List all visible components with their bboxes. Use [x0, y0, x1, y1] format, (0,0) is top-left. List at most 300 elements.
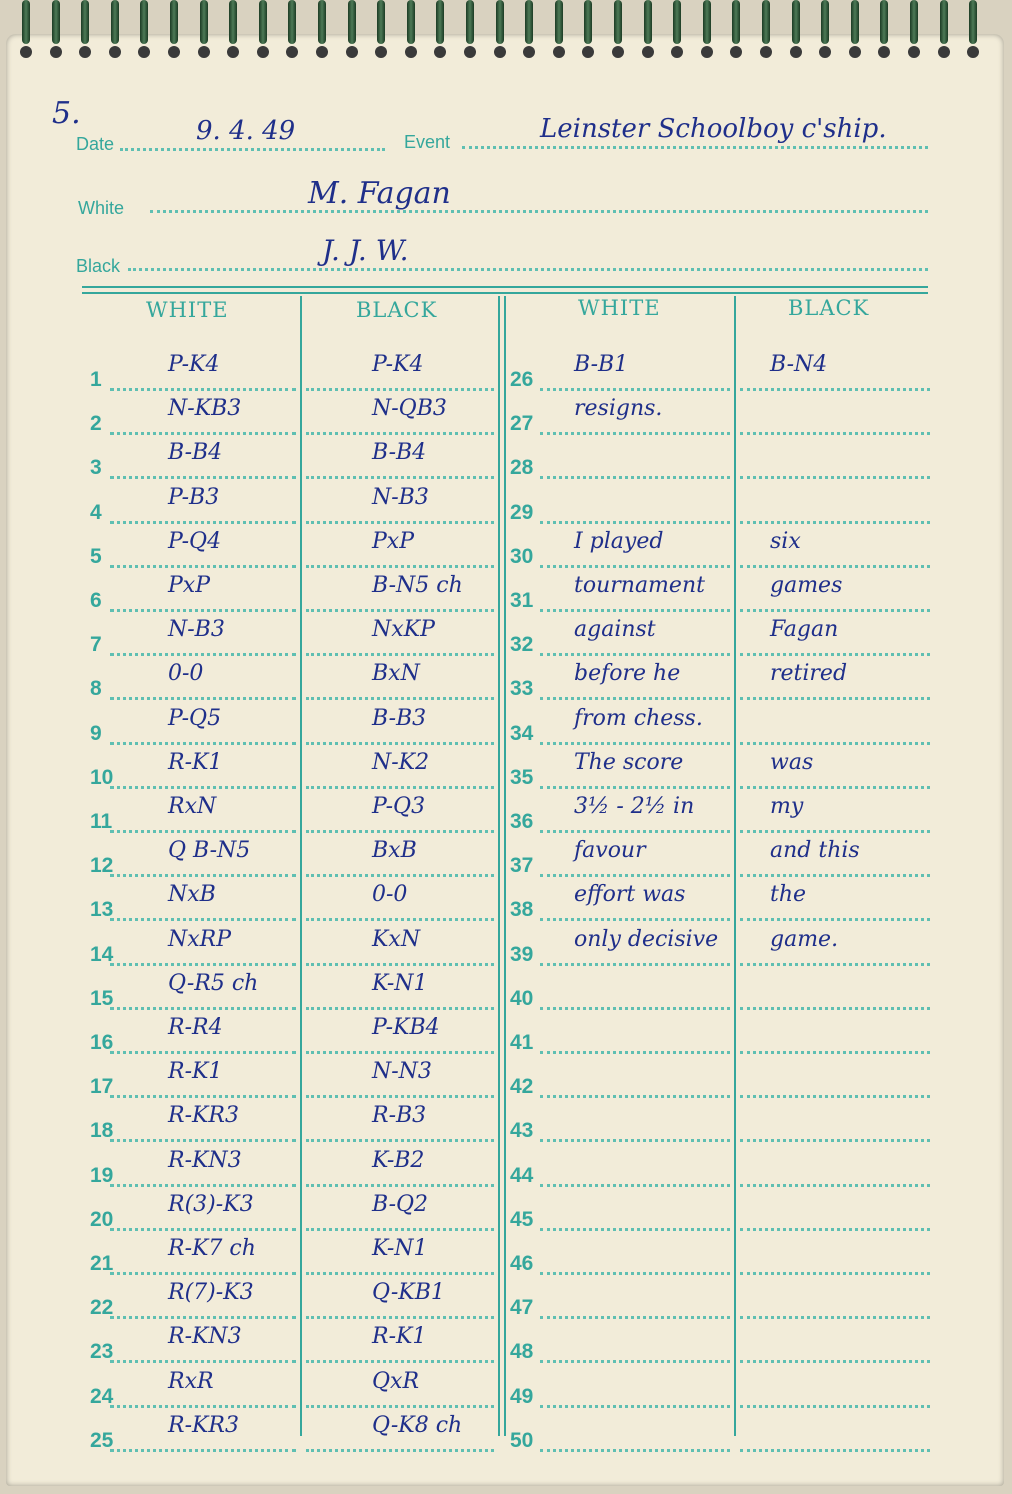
- row-line-right-white: [540, 1139, 730, 1142]
- spiral-hole: [198, 46, 210, 58]
- move-number: 30: [510, 544, 534, 568]
- row-line-left-black: [306, 1139, 494, 1142]
- white-move: R-KR3: [168, 1103, 239, 1129]
- white-move: R-K1: [168, 749, 223, 775]
- row-line-right-black: [740, 742, 930, 745]
- move-number: 33: [510, 677, 534, 701]
- white-move: P-K4: [168, 352, 220, 377]
- move-number: 31: [510, 589, 534, 612]
- move-number: 17: [90, 1075, 114, 1099]
- row-line-right-black: [740, 1184, 930, 1187]
- spiral-hole: [760, 46, 772, 58]
- row-line-right-white: [540, 742, 730, 745]
- row-line-right-white: [540, 653, 730, 656]
- spiral-hole: [405, 46, 417, 58]
- black-move: P-K4: [372, 352, 424, 377]
- row-line-left-black: [306, 1184, 494, 1187]
- move-number: 27: [510, 412, 534, 436]
- row-line-left-black: [306, 786, 494, 789]
- move-number: 25: [90, 1428, 114, 1452]
- white-move: resigns.: [574, 396, 663, 422]
- row-line-left-white: [110, 653, 296, 656]
- black-move: N-K2: [372, 749, 430, 775]
- move-number: 6: [90, 589, 102, 612]
- spiral-coil: [377, 0, 385, 44]
- row-line-right-black: [740, 653, 930, 656]
- date-value: 9. 4. 49: [196, 116, 296, 146]
- spiral-coil: [200, 0, 208, 44]
- row-line-left-white: [110, 521, 296, 524]
- white-move: R-K1: [168, 1059, 223, 1085]
- move-number: 26: [510, 368, 534, 391]
- spiral-coil: [318, 0, 326, 44]
- row-line-right-black: [740, 1360, 930, 1363]
- date-line: [120, 148, 385, 151]
- row-line-right-black: [740, 697, 930, 700]
- row-line-right-black: [740, 609, 930, 612]
- black-move: P-Q3: [372, 794, 426, 819]
- row-line-right-black: [740, 830, 930, 833]
- spiral-coil: [614, 0, 622, 44]
- row-line-left-black: [306, 1095, 494, 1098]
- spiral-coil: [22, 0, 30, 44]
- white-move: R-KR3: [168, 1412, 239, 1438]
- black-move: N-B3: [372, 484, 429, 510]
- move-number: 28: [510, 456, 534, 480]
- row-line-right-white: [540, 609, 730, 612]
- move-number: 7: [90, 633, 102, 657]
- move-number: 49: [510, 1384, 534, 1408]
- spiral-hole: [730, 46, 742, 58]
- black-move: N-QB3: [372, 396, 447, 422]
- event-line: [462, 146, 928, 149]
- white-move: P-Q5: [168, 705, 222, 731]
- spiral-hole: [878, 46, 890, 58]
- row-line-left-white: [110, 1360, 296, 1363]
- row-line-left-white: [110, 1184, 296, 1187]
- white-move: B-B4: [168, 440, 223, 466]
- spiral-coil: [170, 0, 178, 44]
- row-line-left-black: [306, 1360, 494, 1363]
- move-number: 48: [510, 1340, 534, 1364]
- row-line-right-white: [540, 1360, 730, 1363]
- row-line-right-white: [540, 1007, 730, 1010]
- spiral-coil: [140, 0, 148, 44]
- move-number: 36: [510, 810, 534, 833]
- row-line-left-black: [306, 1272, 494, 1275]
- col-header-right-black: BLACK: [788, 296, 870, 320]
- spiral-coil: [821, 0, 829, 44]
- col-header-left-white: WHITE: [146, 298, 229, 322]
- spiral-coil: [555, 0, 563, 44]
- white-move: R-KN3: [168, 1147, 242, 1173]
- spiral-hole: [612, 46, 624, 58]
- row-line-left-white: [110, 874, 296, 877]
- row-line-left-white: [110, 1405, 296, 1408]
- spiral-hole: [790, 46, 802, 58]
- row-line-right-black: [740, 1095, 930, 1098]
- row-line-left-black: [306, 874, 494, 877]
- spiral-coil: [792, 0, 800, 44]
- spiral-coil: [525, 0, 533, 44]
- white-move: from chess.: [574, 705, 703, 731]
- black-move: R-B3: [372, 1103, 427, 1129]
- spiral-coil: [288, 0, 296, 44]
- row-line-left-white: [110, 1228, 296, 1231]
- row-line-left-black: [306, 918, 494, 921]
- spiral-hole: [849, 46, 861, 58]
- row-line-left-white: [110, 1095, 296, 1098]
- row-line-right-white: [540, 432, 730, 435]
- event-value: Leinster Schoolboy c'ship.: [540, 114, 887, 144]
- black-move: Fagan: [770, 617, 839, 643]
- spiral-coil: [436, 0, 444, 44]
- move-number: 4: [90, 500, 102, 524]
- black-move: N-N3: [372, 1059, 432, 1085]
- white-player-line: [150, 210, 928, 213]
- black-move: my: [770, 794, 804, 819]
- spiral-hole: [701, 46, 713, 58]
- spiral-hole: [50, 46, 62, 58]
- row-line-right-white: [540, 1051, 730, 1054]
- row-line-right-white: [540, 1316, 730, 1319]
- row-line-right-white: [540, 521, 730, 524]
- move-number: 32: [510, 633, 534, 657]
- white-move: Q-R5 ch: [168, 970, 259, 996]
- move-number: 21: [90, 1252, 114, 1275]
- move-number: 41: [510, 1031, 534, 1054]
- move-number: 50: [510, 1428, 534, 1452]
- row-line-left-black: [306, 653, 494, 656]
- col-divider-2b: [504, 296, 506, 1436]
- move-number: 42: [510, 1075, 534, 1099]
- move-number: 44: [510, 1163, 534, 1187]
- move-number: 10: [90, 765, 114, 789]
- black-move: Q-KB1: [372, 1280, 445, 1306]
- black-player-value: J. J. W.: [322, 234, 409, 267]
- row-line-right-black: [740, 565, 930, 568]
- move-number: 15: [90, 986, 114, 1010]
- black-move: B-N4: [770, 352, 828, 377]
- black-move: B-B4: [372, 440, 427, 466]
- black-move: PxP: [372, 528, 415, 554]
- spiral-coil: [732, 0, 740, 44]
- move-number: 40: [510, 986, 534, 1010]
- row-line-left-black: [306, 388, 494, 391]
- black-move: six: [770, 528, 801, 554]
- black-move: game.: [770, 926, 839, 952]
- row-line-left-white: [110, 830, 296, 833]
- row-line-left-black: [306, 1007, 494, 1010]
- move-number: 29: [510, 500, 534, 524]
- spiral-coil: [703, 0, 711, 44]
- spiral-hole: [819, 46, 831, 58]
- row-line-left-white: [110, 786, 296, 789]
- spiral-coil: [496, 0, 504, 44]
- row-line-left-black: [306, 963, 494, 966]
- move-number: 18: [90, 1119, 114, 1143]
- move-number: 9: [90, 721, 102, 745]
- black-move: retired: [770, 661, 848, 687]
- white-move: RxN: [168, 794, 217, 819]
- spiral-hole: [434, 46, 446, 58]
- black-move: R-K1: [372, 1324, 427, 1350]
- row-line-left-white: [110, 1007, 296, 1010]
- spiral-hole: [375, 46, 387, 58]
- white-move: R(7)-K3: [168, 1280, 254, 1306]
- row-line-right-white: [540, 786, 730, 789]
- spiral-binding: [0, 0, 1012, 60]
- row-line-left-black: [306, 1316, 494, 1319]
- move-number: 39: [510, 942, 534, 966]
- spiral-hole: [642, 46, 654, 58]
- row-line-right-white: [540, 830, 730, 833]
- spiral-hole: [494, 46, 506, 58]
- white-move: R-R4: [168, 1015, 223, 1040]
- black-move: K-N1: [372, 970, 428, 996]
- white-move: PxP: [168, 573, 211, 598]
- row-line-left-black: [306, 1405, 494, 1408]
- row-line-left-white: [110, 609, 296, 612]
- move-number: 35: [510, 765, 534, 789]
- spiral-hole: [168, 46, 180, 58]
- col-divider-2a: [498, 296, 500, 1436]
- row-line-left-white: [110, 1139, 296, 1142]
- col-header-right-white: WHITE: [578, 296, 661, 320]
- spiral-coil: [348, 0, 356, 44]
- white-move: Q B-N5: [168, 838, 251, 864]
- white-move: effort was: [574, 882, 686, 908]
- move-number: 37: [510, 854, 534, 878]
- spiral-coil: [762, 0, 770, 44]
- row-line-left-black: [306, 697, 494, 700]
- date-label: Date: [76, 134, 115, 154]
- row-line-right-black: [740, 388, 930, 391]
- row-line-right-black: [740, 1449, 930, 1452]
- spiral-hole: [316, 46, 328, 58]
- white-move: B-B1: [574, 352, 629, 377]
- spiral-coil: [940, 0, 948, 44]
- row-line-left-white: [110, 476, 296, 479]
- row-line-left-black: [306, 830, 494, 833]
- row-line-right-white: [540, 388, 730, 391]
- row-line-right-white: [540, 1095, 730, 1098]
- white-move: 3½ - 2½ in: [574, 794, 695, 819]
- black-move: NxKP: [372, 617, 435, 643]
- black-move: K-B2: [372, 1147, 425, 1173]
- black-move: games: [770, 573, 843, 598]
- move-number: 3: [90, 456, 102, 480]
- spiral-coil: [910, 0, 918, 44]
- black-move: K-N1: [372, 1236, 428, 1261]
- spiral-hole: [286, 46, 298, 58]
- row-line-left-white: [110, 1272, 296, 1275]
- row-line-right-black: [740, 963, 930, 966]
- spiral-hole: [227, 46, 239, 58]
- spiral-coil: [52, 0, 60, 44]
- col-divider-1: [300, 296, 302, 1436]
- white-move: I played: [574, 528, 664, 554]
- row-line-left-black: [306, 1449, 494, 1452]
- row-line-right-black: [740, 1316, 930, 1319]
- white-move: R(3)-K3: [168, 1191, 254, 1217]
- page-number: 5.: [52, 96, 81, 131]
- move-number: 22: [90, 1296, 114, 1320]
- spiral-coil: [81, 0, 89, 44]
- white-move: before he: [574, 661, 681, 687]
- spiral-hole: [109, 46, 121, 58]
- table-top-rule-2: [82, 292, 928, 294]
- white-move: R-KN3: [168, 1324, 242, 1350]
- row-line-left-black: [306, 1051, 494, 1054]
- row-line-left-white: [110, 918, 296, 921]
- spiral-hole: [523, 46, 535, 58]
- event-label: Event: [404, 132, 451, 152]
- move-number: 1: [90, 368, 102, 391]
- black-move: Q-K8 ch: [372, 1412, 463, 1438]
- row-line-left-white: [110, 742, 296, 745]
- white-move: NxRP: [168, 926, 232, 952]
- black-player-label: Black: [76, 256, 121, 276]
- row-line-right-black: [740, 432, 930, 435]
- row-line-right-black: [740, 521, 930, 524]
- row-line-right-white: [540, 1228, 730, 1231]
- spiral-hole: [671, 46, 683, 58]
- spiral-coil: [259, 0, 267, 44]
- move-number: 5: [90, 544, 102, 568]
- black-move: QxR: [372, 1368, 420, 1394]
- spiral-coil: [466, 0, 474, 44]
- row-line-left-black: [306, 476, 494, 479]
- spiral-hole: [464, 46, 476, 58]
- white-move: only decisive: [574, 926, 719, 952]
- move-number: 12: [90, 854, 114, 878]
- spiral-coil: [584, 0, 592, 44]
- move-number: 20: [90, 1207, 114, 1231]
- spiral-coil: [407, 0, 415, 44]
- move-number: 11: [90, 810, 113, 833]
- spiral-hole: [582, 46, 594, 58]
- white-move: against: [574, 617, 656, 643]
- col-divider-3: [734, 296, 736, 1436]
- black-player-line: [128, 268, 928, 271]
- black-move: P-KB4: [372, 1015, 440, 1040]
- row-line-right-white: [540, 918, 730, 921]
- row-line-right-black: [740, 1051, 930, 1054]
- row-line-left-black: [306, 565, 494, 568]
- black-move: B-Q2: [372, 1191, 429, 1217]
- row-line-right-black: [740, 1139, 930, 1142]
- black-move: KxN: [372, 926, 421, 952]
- move-number: 19: [90, 1163, 114, 1187]
- white-move: 0-0: [168, 661, 204, 687]
- spiral-hole: [257, 46, 269, 58]
- move-number: 16: [90, 1031, 114, 1054]
- row-line-right-black: [740, 1272, 930, 1275]
- row-line-left-black: [306, 432, 494, 435]
- move-number: 34: [510, 721, 534, 745]
- black-move: and this: [770, 838, 860, 864]
- move-number: 47: [510, 1296, 534, 1320]
- spiral-coil: [644, 0, 652, 44]
- row-line-left-white: [110, 432, 296, 435]
- spiral-coil: [673, 0, 681, 44]
- white-move: N-B3: [168, 617, 225, 643]
- col-header-left-black: BLACK: [356, 298, 438, 322]
- row-line-left-white: [110, 1316, 296, 1319]
- row-line-right-black: [740, 1228, 930, 1231]
- spiral-coil: [969, 0, 977, 44]
- spiral-coil: [880, 0, 888, 44]
- white-move: favour: [574, 838, 646, 864]
- move-number: 38: [510, 898, 534, 922]
- row-line-right-white: [540, 963, 730, 966]
- spiral-hole: [553, 46, 565, 58]
- white-move: The score: [574, 749, 684, 775]
- move-number: 24: [90, 1384, 114, 1408]
- black-move: B-B3: [372, 705, 427, 731]
- white-move: R-K7 ch: [168, 1236, 256, 1261]
- spiral-hole: [967, 46, 979, 58]
- row-line-right-black: [740, 918, 930, 921]
- move-number: 14: [90, 942, 114, 966]
- table-top-rule: [82, 286, 928, 288]
- row-line-right-white: [540, 1184, 730, 1187]
- row-line-left-black: [306, 1228, 494, 1231]
- row-line-left-white: [110, 388, 296, 391]
- row-line-right-black: [740, 874, 930, 877]
- white-move: P-B3: [168, 484, 220, 510]
- spiral-hole: [20, 46, 32, 58]
- black-move: B-N5 ch: [372, 573, 463, 598]
- row-line-right-white: [540, 565, 730, 568]
- row-line-left-white: [110, 1051, 296, 1054]
- row-line-right-white: [540, 1405, 730, 1408]
- white-move: RxR: [168, 1368, 214, 1394]
- row-line-right-black: [740, 1007, 930, 1010]
- row-line-left-black: [306, 742, 494, 745]
- row-line-left-white: [110, 963, 296, 966]
- spiral-hole: [908, 46, 920, 58]
- move-number: 2: [90, 412, 102, 436]
- white-move: N-KB3: [168, 396, 242, 422]
- white-move: P-Q4: [168, 528, 222, 554]
- row-line-right-white: [540, 697, 730, 700]
- move-number: 46: [510, 1252, 534, 1275]
- row-line-right-white: [540, 476, 730, 479]
- row-line-right-white: [540, 1272, 730, 1275]
- spiral-coil: [851, 0, 859, 44]
- spiral-hole: [138, 46, 150, 58]
- black-move: 0-0: [372, 882, 408, 908]
- row-line-left-white: [110, 1449, 296, 1452]
- black-move: BxN: [372, 661, 420, 687]
- row-line-left-white: [110, 697, 296, 700]
- black-move: the: [770, 882, 807, 908]
- white-player-value: M. Fagan: [308, 176, 451, 211]
- spiral-coil: [229, 0, 237, 44]
- row-line-left-black: [306, 521, 494, 524]
- white-player-label: White: [78, 198, 125, 218]
- row-line-right-black: [740, 476, 930, 479]
- white-move: tournament: [574, 573, 705, 598]
- move-number: 13: [90, 898, 114, 922]
- row-line-left-white: [110, 565, 296, 568]
- move-number: 8: [90, 677, 102, 701]
- row-line-right-white: [540, 1449, 730, 1452]
- spiral-coil: [111, 0, 119, 44]
- row-line-right-white: [540, 874, 730, 877]
